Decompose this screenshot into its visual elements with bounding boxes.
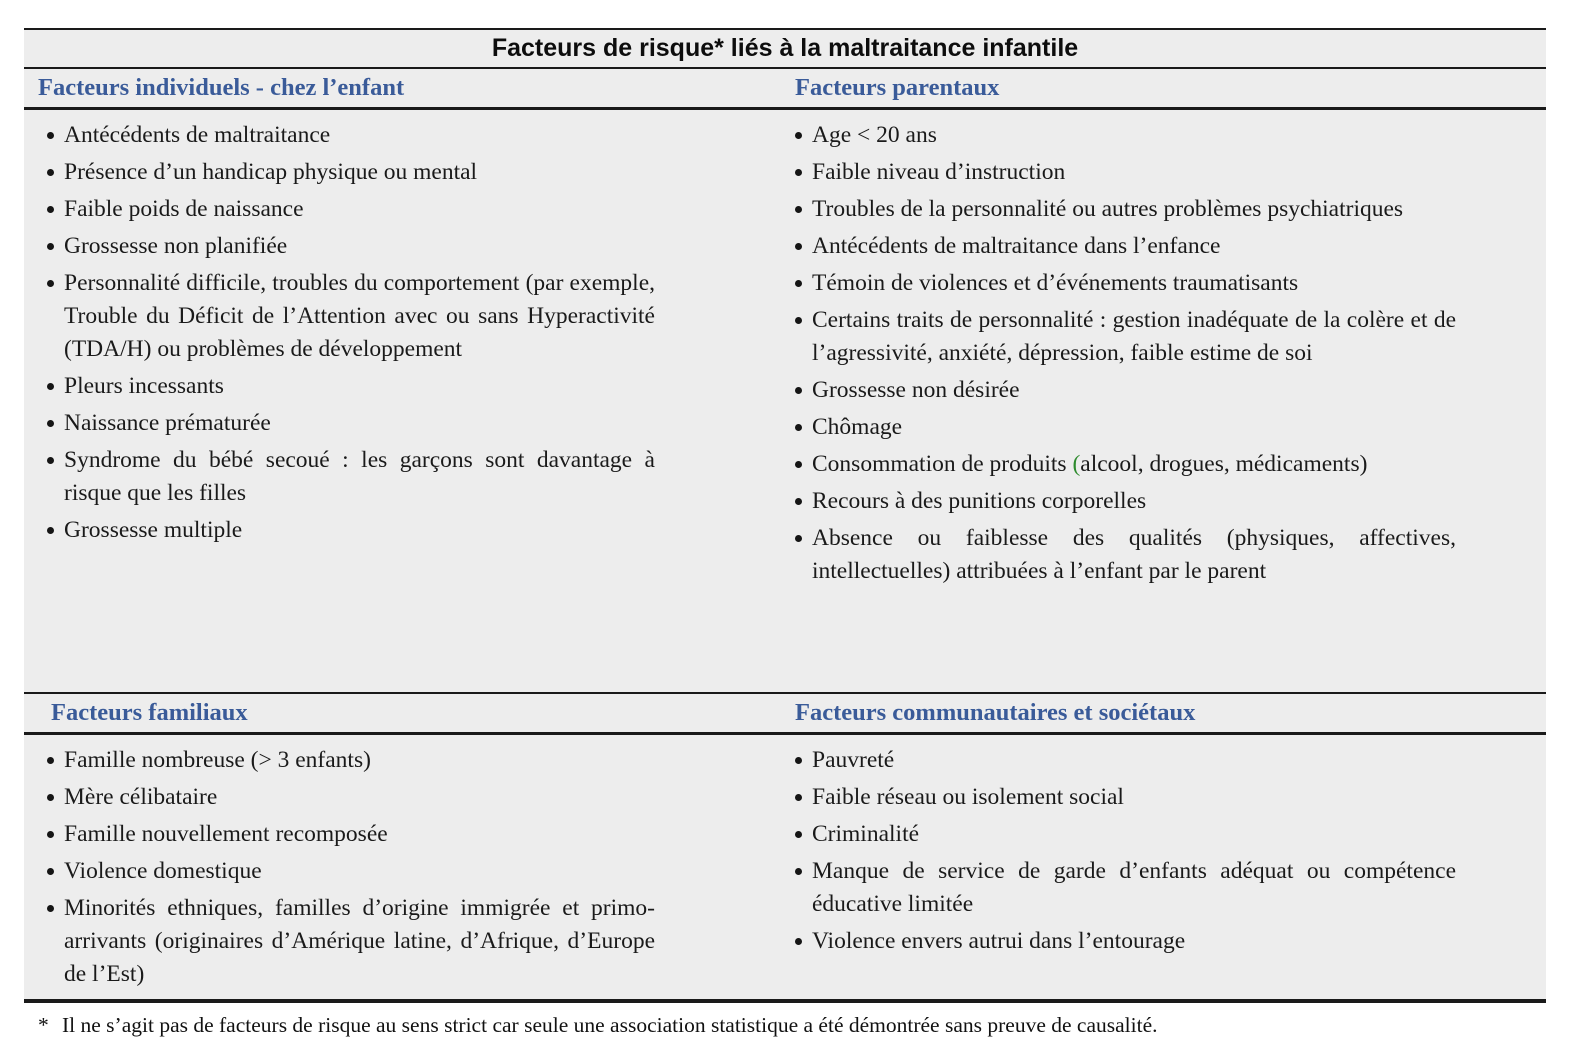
bullet-item-text: Mère célibataire: [64, 784, 218, 810]
bullet-item-text: Faible niveau d’instruction: [812, 159, 1066, 185]
bullet-item-text: Minorités ethniques, familles d’origine immigrée et primo-arrivants (originaires d’Amérique latine, d’Afrique, d’Europe de l’Est): [64, 895, 655, 987]
bullet-item: [793, 267, 1456, 300]
bullet-item: [793, 855, 1456, 921]
bullet-item: [45, 855, 655, 888]
bullet-item: [45, 892, 655, 991]
bullet-item: [45, 407, 655, 440]
bullet-item-text: Antécédents de maltraitance dans l’enfance: [812, 233, 1221, 259]
bullet-item-text: Faible poids de naissance: [64, 196, 304, 222]
bullet-item-text: Personnalité difficile, troubles du comportement (par exemple, Trouble du Déficit de l’Attention avec ou sans Hyperactivité (TDA/H) ou problèmes de développement: [64, 270, 655, 362]
bullet-icon: [795, 461, 802, 468]
bullet-item-text: Violence envers autrui dans l’entourage: [812, 928, 1186, 954]
bullet-icon: [795, 169, 802, 176]
table-title: Facteurs de risque* liés à la maltraitance infantile: [24, 30, 1546, 69]
bullet-item: [45, 781, 655, 814]
bullet-icon: [795, 868, 802, 875]
bullet-item: [793, 304, 1456, 370]
bullet-icon: [795, 424, 802, 431]
bullet-item: [45, 370, 655, 403]
bullet-item: [793, 411, 1456, 444]
bullet-item: [45, 193, 655, 226]
bullet-item: [793, 744, 1456, 777]
bullet-icon: [47, 243, 54, 250]
body-row-2: [24, 735, 1546, 999]
bullet-item: [45, 230, 655, 263]
bullet-item: [793, 522, 1456, 588]
bullet-item: [793, 925, 1456, 958]
bullet-item: [45, 444, 655, 510]
bullet-item-text: Certains traits de personnalité : gestion inadéquate de la colère et de l’agressivité, anxiété, dépression, faible estime de soi: [812, 307, 1456, 366]
bullet-item-text: Chômage: [812, 414, 903, 440]
bullet-item-text: Absence ou faiblesse des qualités (physiques, affectives, intellectuelles) attribuées à l’enfant par le parent: [812, 525, 1456, 584]
bullet-icon: [795, 132, 802, 139]
bullet-icon: [795, 243, 802, 250]
bullet-icon: [47, 757, 54, 764]
bullet-item: [793, 119, 1456, 152]
document-page: [0, 28, 1570, 1062]
bullet-icon: [47, 868, 54, 875]
bullet-item: [793, 230, 1456, 263]
bullet-item-text: Pauvreté: [812, 747, 895, 773]
bullet-item-text: Naissance prématurée: [64, 410, 271, 436]
bullet-item: [45, 514, 655, 547]
bullet-item-text: Syndrome du bébé secoué : les garçons sont davantage à risque que les filles: [64, 447, 655, 506]
header-row-2: [24, 692, 1546, 735]
bullet-icon: [795, 206, 802, 213]
header-parental-factors: Facteurs parentaux: [795, 74, 1000, 101]
bullet-item: [45, 267, 655, 366]
bullet-icon: [47, 169, 54, 176]
header-row-1: [24, 69, 1546, 110]
bullet-item: [793, 818, 1456, 851]
bullet-icon: [47, 457, 54, 464]
bullet-icon: [795, 757, 802, 764]
bullet-item: [793, 781, 1456, 814]
footnote: [38, 1012, 1570, 1038]
bullet-icon: [795, 387, 802, 394]
bullet-item-text: Age < 20 ans: [812, 122, 937, 148]
bullet-item: [793, 156, 1456, 189]
risk-factors-table: [24, 28, 1546, 1003]
bullet-item: [45, 818, 655, 851]
bullet-item-text: Pleurs incessants: [64, 373, 224, 399]
bullet-item-text: Témoin de violences et d’événements traumatisants: [812, 270, 1299, 296]
header-familial-factors: Facteurs familiaux: [51, 699, 248, 726]
bullet-item-text: Grossesse multiple: [64, 517, 243, 543]
bullet-icon: [47, 527, 54, 534]
bullet-item: [45, 744, 655, 777]
bullet-item-text: Présence d’un handicap physique ou mental: [64, 159, 478, 185]
list-familial-factors: [45, 744, 655, 995]
list-individual-factors: [45, 119, 655, 688]
bullet-item-text: Faible réseau ou isolement social: [812, 784, 1124, 810]
bullet-icon: [47, 280, 54, 287]
bullet-item-text: Violence domestique: [64, 858, 262, 884]
bullet-icon: [47, 383, 54, 390]
bullet-icon: [795, 498, 802, 505]
footnote-text: Il ne s’agit pas de facteurs de risque au sens strict car seule une association statistique a été démontrée sans preuve de causalité.: [62, 1013, 1158, 1037]
bullet-item-text: Troubles de la personnalité ou autres problèmes psychiatriques: [812, 196, 1404, 222]
bullet-item: [793, 485, 1456, 518]
bullet-icon: [795, 938, 802, 945]
bullet-item-text: Grossesse non planifiée: [64, 233, 288, 259]
bullet-item-text: Recours à des punitions corporelles: [812, 488, 1147, 514]
list-parental-factors: [793, 119, 1456, 688]
header-individual-factors: Facteurs individuels - chez l’enfant: [38, 74, 405, 101]
bullet-icon: [47, 794, 54, 801]
bullet-item: [793, 193, 1456, 226]
bullet-icon: [47, 206, 54, 213]
header-community-factors: Facteurs communautaires et sociétaux: [795, 699, 1196, 726]
bullet-icon: [795, 280, 802, 287]
bullet-item-text: Grossesse non désirée: [812, 377, 1020, 403]
bullet-icon: [795, 831, 802, 838]
bullet-icon: [795, 794, 802, 801]
bullet-item-text: Famille nouvellement recomposée: [64, 821, 388, 847]
bullet-item: [793, 374, 1456, 407]
bullet-icon: [47, 905, 54, 912]
bullet-item-text: Consommation de produits (alcool, drogues, médicaments): [812, 451, 1368, 477]
bullet-item-text: Criminalité: [812, 821, 920, 847]
list-community-factors: [793, 744, 1456, 995]
bullet-item-text: Manque de service de garde d’enfants adéquat ou compétence éducative limitée: [812, 858, 1456, 917]
bullet-item: [45, 119, 655, 152]
body-row-1: [24, 110, 1546, 692]
bullet-icon: [47, 831, 54, 838]
bullet-item: [793, 448, 1456, 481]
bullet-item-text: Antécédents de maltraitance: [64, 122, 331, 148]
bullet-item-text: Famille nombreuse (> 3 enfants): [64, 747, 371, 773]
bullet-item: [45, 156, 655, 189]
bullet-icon: [47, 420, 54, 427]
bullet-icon: [795, 317, 802, 324]
bullet-icon: [795, 535, 802, 542]
footnote-asterisk: *: [38, 1013, 49, 1037]
bullet-icon: [47, 132, 54, 139]
